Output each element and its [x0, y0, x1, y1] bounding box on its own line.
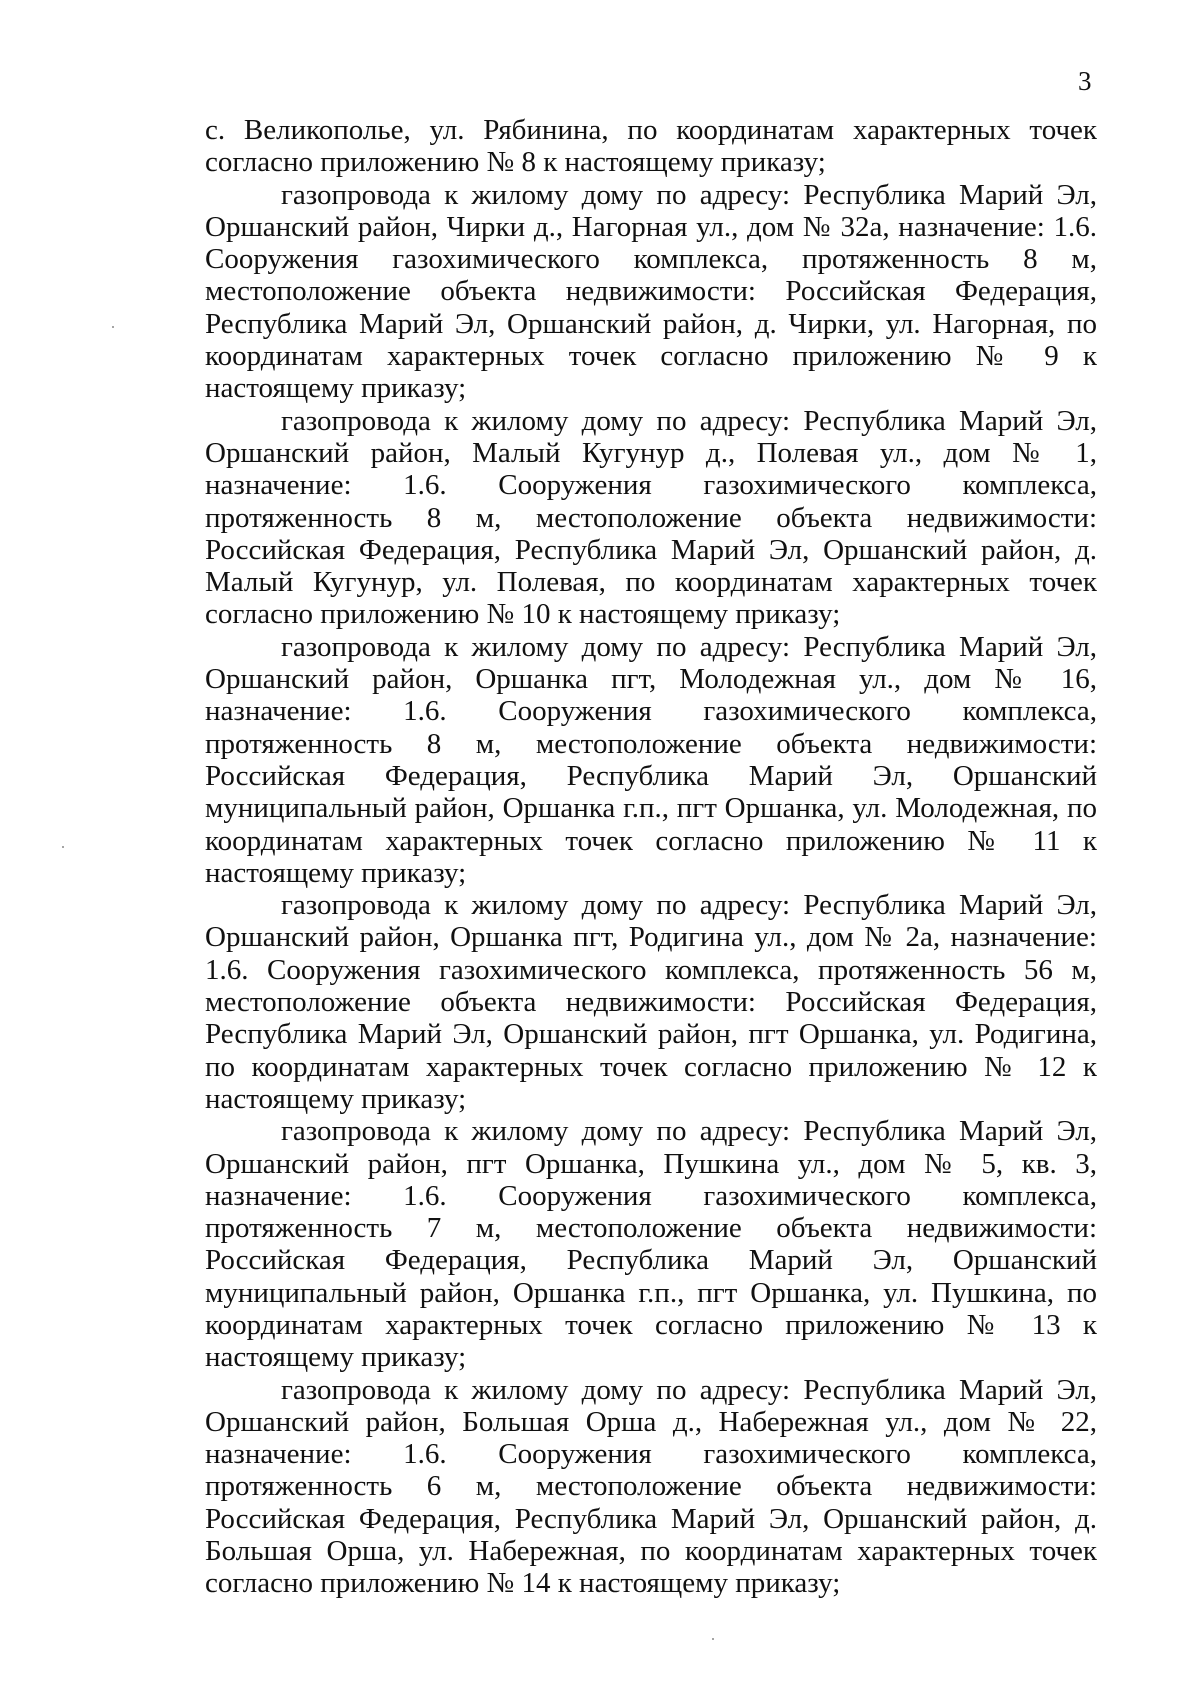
scan-speck: [712, 1638, 714, 1640]
scan-speck: [112, 326, 114, 328]
paragraph-gas-pipeline-bolshaya-orsha: газопровода к жилому дому по адресу: Республика Марий Эл, Оршанский район, Большая Орша д., Набережная ул., дом № 22, назначение: 1.6. Сооружения газохимического комплекса, протяженность 6 м, местоположение объекта недвижимости: Российская Федерация, Республика Марий Эл, Оршанский район, д. Большая Орша, ул. Набережная, по координатам характерных точек согласно приложению № 14 к настоящему приказу;: [205, 1373, 1097, 1600]
scan-speck: [62, 846, 64, 848]
document-body: [205, 114, 1097, 1600]
paragraph-gas-pipeline-molodezhnaya: газопровода к жилому дому по адресу: Республика Марий Эл, Оршанский район, Оршанка пгт, Молодежная ул., дом № 16, назначение: 1.6. Сооружения газохимического комплекса, протяженность 8 м, местоположение объекта недвижимости: Российская Федерация, Республика Марий Эл, Оршанский муниципальный район, Оршанка г.п., пгт Оршанка, ул. Молодежная, по координатам характерных точек согласно приложению № 11 к настоящему приказу;: [205, 630, 1097, 889]
paragraph-continuation: с. Великополье, ул. Рябинина, по координатам характерных точек согласно приложению № 8 к настоящему приказу;: [205, 114, 1097, 179]
paragraph-gas-pipeline-chirki: газопровода к жилому дому по адресу: Республика Марий Эл, Оршанский район, Чирки д., Нагорная ул., дом № 32а, назначение: 1.6. Сооружения газохимического комплекса, протяженность 8 м, местоположение объекта недвижимости: Российская Федерация, Республика Марий Эл, Оршанский район, д. Чирки, ул. Нагорная, по координатам характерных точек согласно приложению № 9 к настоящему приказу;: [205, 178, 1097, 405]
paragraph-gas-pipeline-pushkina: газопровода к жилому дому по адресу: Республика Марий Эл, Оршанский район, пгт Оршанка, Пушкина ул., дом № 5, кв. 3, назначение: 1.6. Сооружения газохимического комплекса, протяженность 7 м, местоположение объекта недвижимости: Российская Федерация, Республика Марий Эл, Оршанский муниципальный район, Оршанка г.п., пгт Оршанка, ул. Пушкина, по координатам характерных точек согласно приложению № 13 к настоящему приказу;: [205, 1115, 1097, 1374]
page-number: 3: [1078, 66, 1092, 96]
paragraph-gas-pipeline-maly-kugunur: газопровода к жилому дому по адресу: Республика Марий Эл, Оршанский район, Малый Кугунур д., Полевая ул., дом № 1, назначение: 1.6. Сооружения газохимического комплекса, протяженность 8 м, местоположение объекта недвижимости: Российская Федерация, Республика Марий Эл, Оршанский район, д. Малый Кугунур, ул. Полевая, по координатам характерных точек согласно приложению № 10 к настоящему приказу;: [205, 404, 1097, 631]
paragraph-gas-pipeline-rodigina: газопровода к жилому дому по адресу: Республика Марий Эл, Оршанский район, Оршанка пгт, Родигина ул., дом № 2а, назначение: 1.6. Сооружения газохимического комплекса, протяженность 56 м, местоположение объекта недвижимости: Российская Федерация, Республика Марий Эл, Оршанский район, пгт Оршанка, ул. Родигина, по координатам характерных точек согласно приложению № 12 к настоящему приказу;: [205, 889, 1097, 1115]
